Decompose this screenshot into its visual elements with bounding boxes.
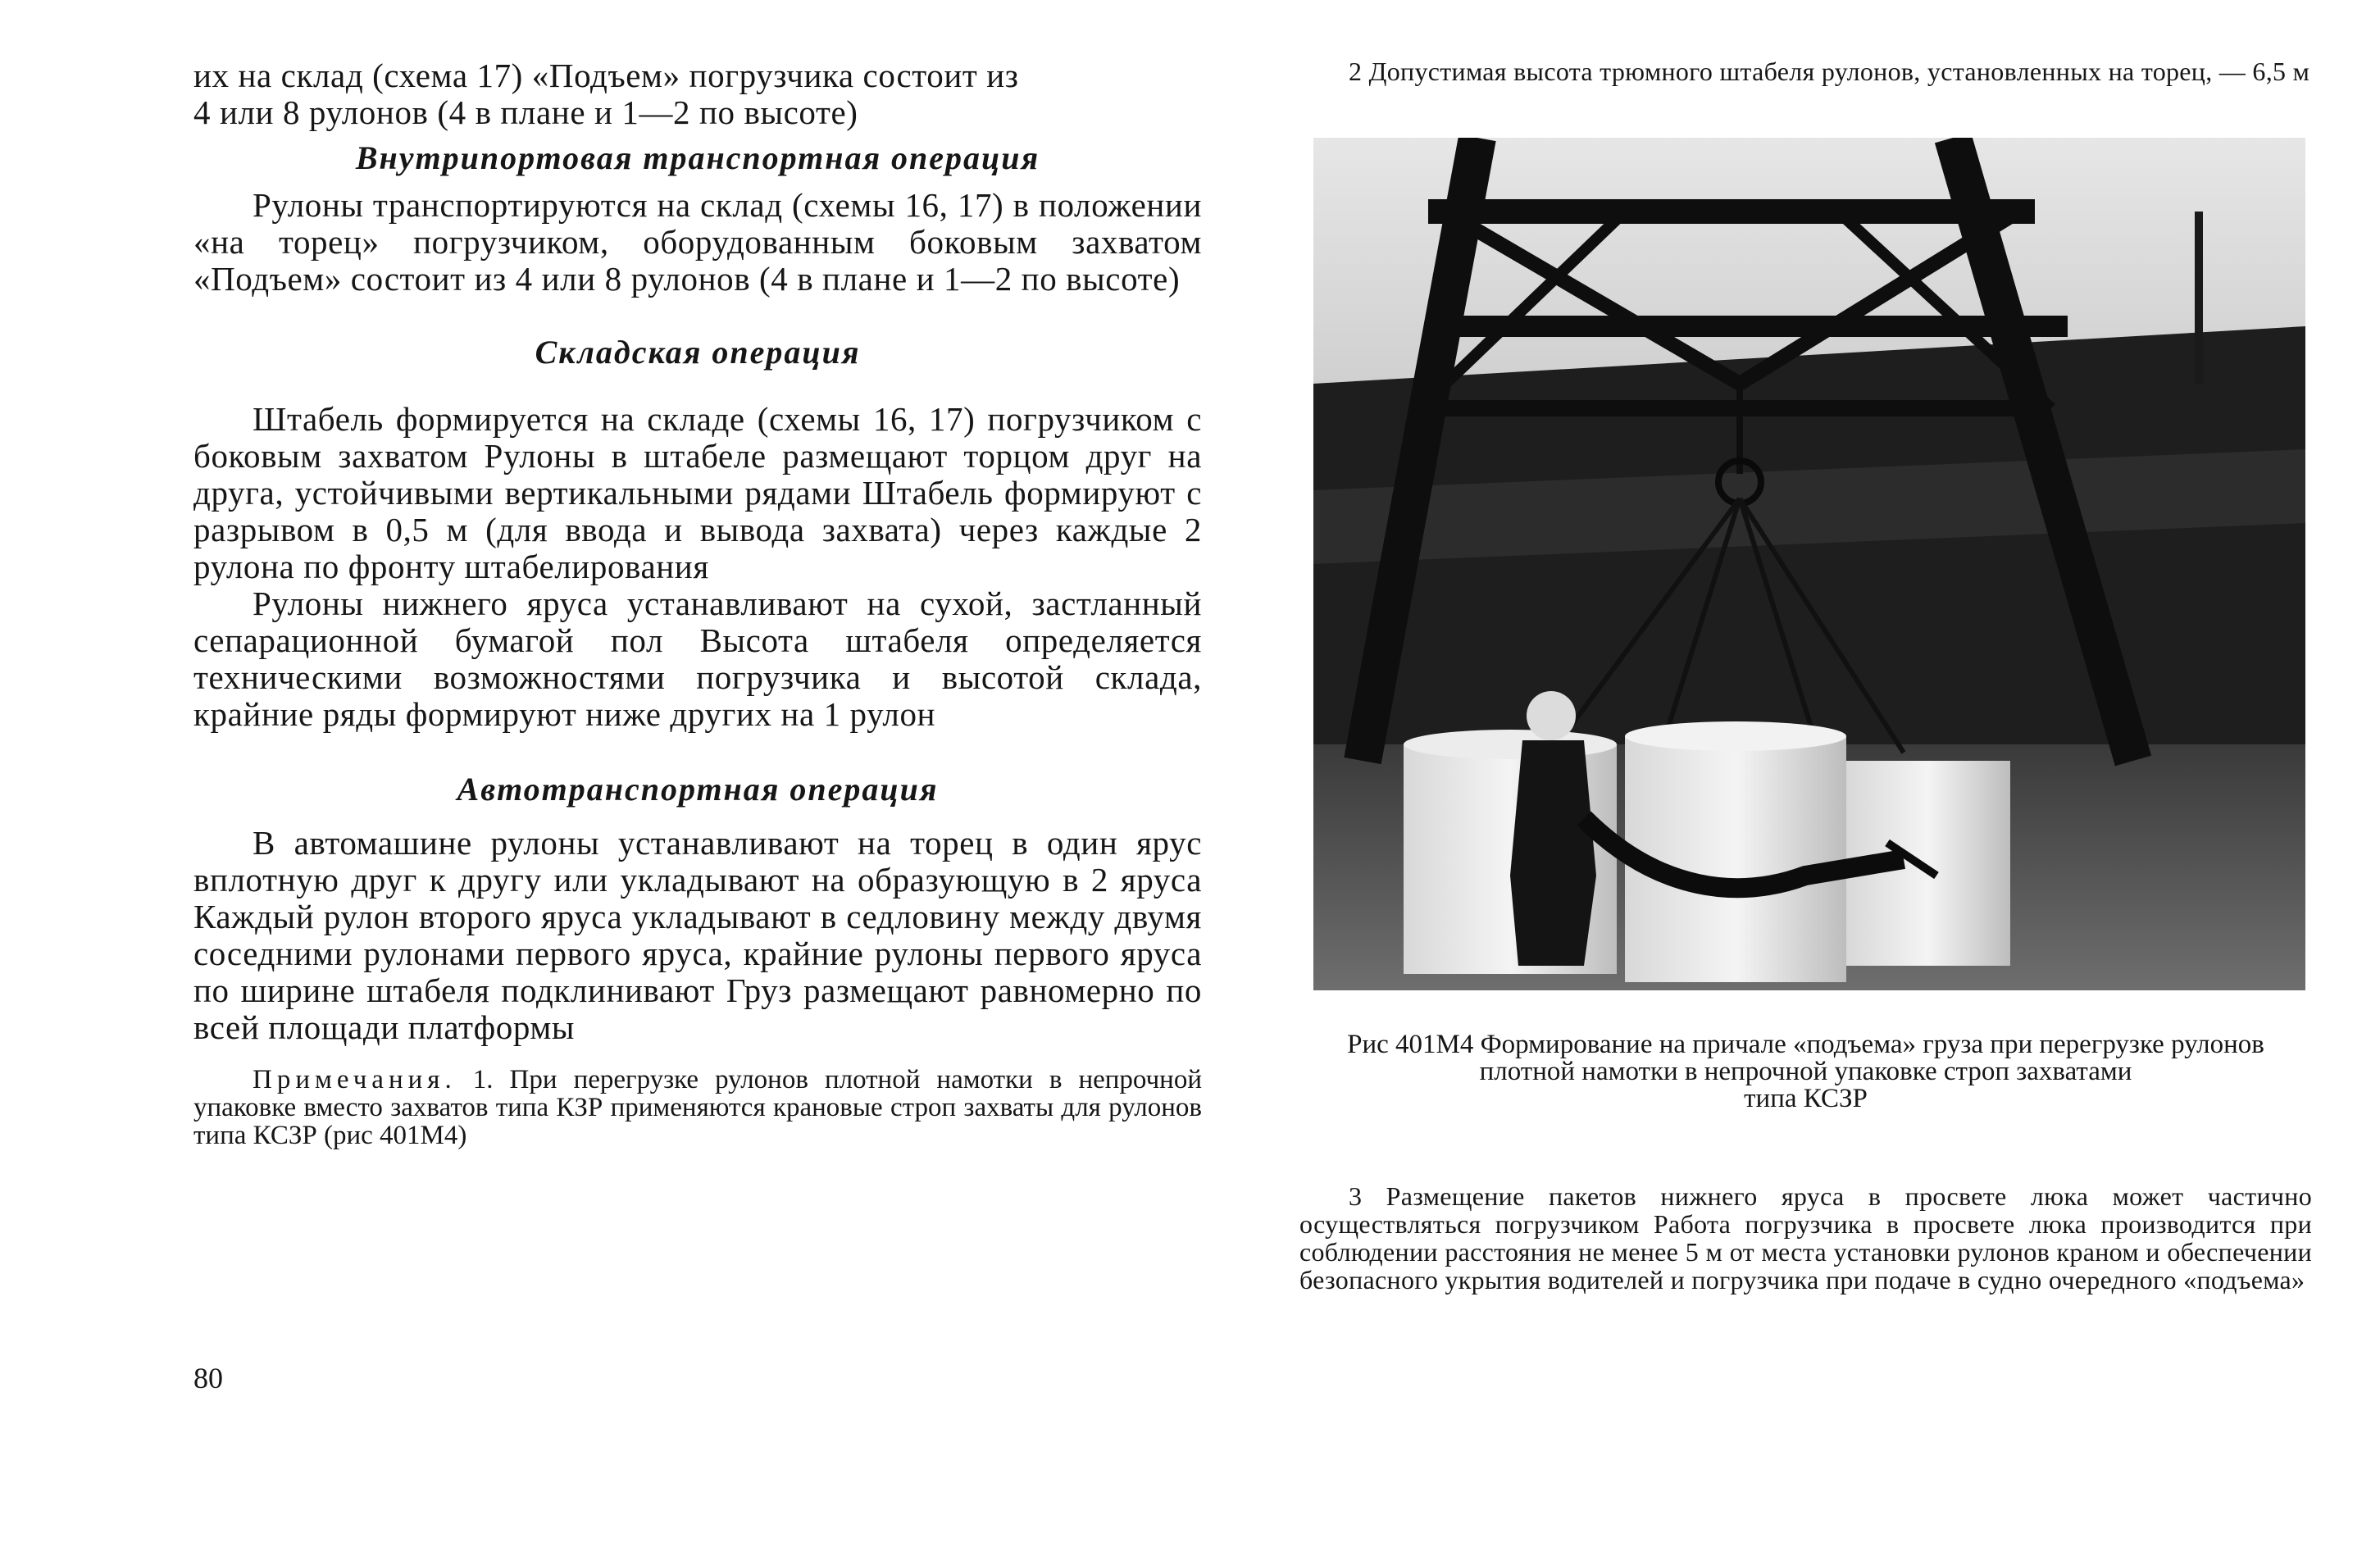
paragraph-warehouse-1: Штабель формируется на складе (схемы 16, 17) погрузчиком с боковым захватом Рулоны в штабеле размещают торцом друг на друга, устойчивыми вертикальными рядами Штабель формируют с разрывом в 0,5 м (для ввода и вывода захвата) через каждые 2 рулона по фронту штабелирования xyxy=(193,400,1202,585)
right-page xyxy=(1299,57,2312,85)
notes-heading: Примечания. xyxy=(253,1065,457,1094)
continuation-paragraph: их на склад (схема 17) «Подъем» погрузчика состоит из 4 или 8 рулонов (4 в плане и 1—2 по высоте) xyxy=(193,57,1019,131)
section-heading-warehouse: Складская операция xyxy=(535,334,861,371)
paragraph-warehouse-2: Рулоны нижнего яруса устанавливают на сухой, застланный сепарационной бумагой пол Высота штабеля определяется техническими возможностями погрузчика и высотой склада, крайние ряды формируют ниже других на 1 рулон xyxy=(193,585,1202,733)
paragraph-permissible-height: 2 Допустимая высота трюмного штабеля рулонов, установленных на торец, — 6,5 м xyxy=(1349,57,2310,86)
notes-paragraph xyxy=(193,1066,1202,1149)
paragraph-intraport: Рулоны транспортируются на склад (схемы 16, 17) в положении «на торец» погрузчиком, оборудованным боковым захватом «Подъем» состоит из 4 или 8 рулонов (4 в плане и 1—2 по высоте) xyxy=(193,186,1202,298)
crane-loading-photo xyxy=(1313,138,2305,990)
figure-caption: Рис 401М4 Формирование на причале «подъема» груза при перегрузке рулонов плотной намотки в непрочной упаковке строп захватами типа КСЗР xyxy=(1347,1030,2264,1113)
paragraph-hatch-placement: 3 Размещение пакетов нижнего яруса в просвете люка может частично осуществляться погрузчиком Работа погрузчика в просвете люка производится при соблюдении расстояния не менее 5 м от места установки рулонов краном и обеспечении безопасного укрытия водителей и погрузчика при подаче в судно очередного «подъема» xyxy=(1299,1181,2312,1294)
right-page-bottom xyxy=(1299,1182,2312,1294)
notes-text: 1. При перегрузке рулонов плотной намотки в непрочной упаковке вместо захватов типа КЗР применяются крановые строп захваты для рулонов типа КСЗР (рис 401М4) xyxy=(193,1065,1202,1150)
left-page xyxy=(193,57,1202,1149)
section-heading-auto: Автотранспортная операция xyxy=(457,771,939,808)
page-number: 80 xyxy=(193,1362,223,1395)
section-heading-intraport: Внутрипортовая транспортная операция xyxy=(355,139,1040,176)
figure-photo xyxy=(1313,138,2305,990)
paragraph-auto: В автомашине рулоны устанавливают на торец в один ярус вплотную друг к другу или укладывают на образующую в 2 яруса Каждый рулон второго яруса укладывают в седловину между двумя соседними рулонами первого яруса, крайние рулоны первого яруса по ширине штабеля подклинивают Груз размещают равномерно по всей площади платформы xyxy=(193,824,1202,1046)
